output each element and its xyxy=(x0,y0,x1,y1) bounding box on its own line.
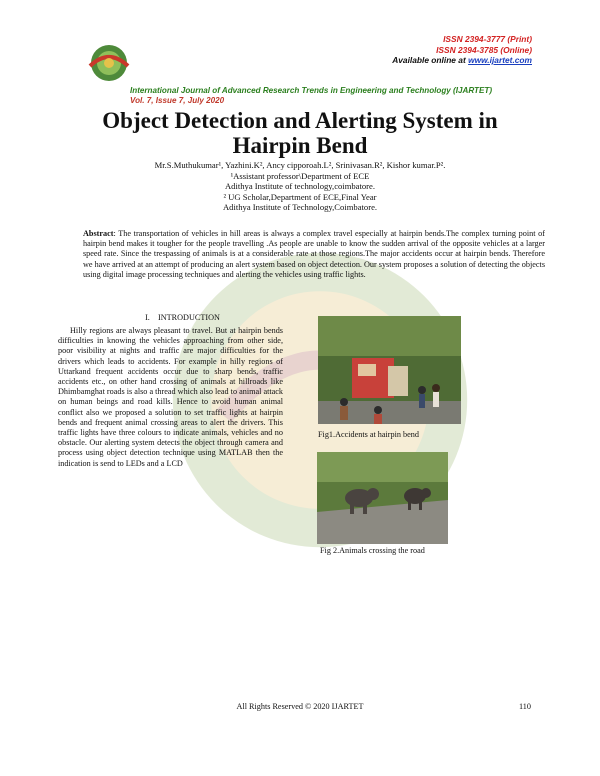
affiliation-1-role: ¹Assistant professor\Department of ECE xyxy=(230,170,370,181)
journal-url-link[interactable]: www.ijartet.com xyxy=(468,55,532,65)
issn-online: ISSN 2394-3785 (Online) xyxy=(436,44,532,55)
footer-copyright: All Rights Reserved © 2020 IJARTET xyxy=(236,702,364,711)
available-online xyxy=(392,55,532,66)
section-title: INTRODUCTION xyxy=(158,313,220,322)
figure-1-accident-photo xyxy=(318,316,461,424)
author-names: Mr.S.Muthukumar¹, Yazhini.K², Ancy cipporoah.L², Srinivasan.R², Kishor kumar.P². xyxy=(154,160,446,170)
journal-logo-icon xyxy=(86,40,132,86)
author-block xyxy=(60,160,540,213)
issn-block xyxy=(392,34,532,66)
section-number: I. xyxy=(145,313,150,322)
available-prefix: Available online at xyxy=(392,55,469,65)
abstract-text: : The transportation of vehicles in hill areas is always a complex travel especially at hairpin bends.The complex turning point of hairpin bend makes it tougher for the people travelling .As people are unable to know the sudden arrival of the opposite vehicles at a larger speed rate. Since the trespassing of animals is at a considerable rate at those regions.The major accidents occur at hairpin bends. Therefore we have arrived at an attempt of producing an alert system based on object detection. Our system proposes a solution of detecting the objects using digital image processing techniques and alerting the vehicles using traffic lights. xyxy=(83,229,546,279)
journal-name: International Journal of Advanced Research Trends in Engineering and Technology (IJARTET) xyxy=(130,86,493,95)
figure-2-caption: Fig 2.Animals crossing the road xyxy=(320,546,425,555)
issn-print: ISSN 2394-3777 (Print) xyxy=(443,34,532,44)
section-heading-introduction xyxy=(85,313,280,322)
volume-issue: Vol. 7, Issue 7, July 2020 xyxy=(130,96,225,105)
abstract-label: Abstract xyxy=(83,229,114,238)
affiliation-1-institute: Adithya Institute of technology,coimbatore. xyxy=(224,181,376,191)
figure-2-elephants-photo xyxy=(317,452,448,544)
title-line-2: Hairpin Bend xyxy=(232,133,368,158)
introduction-body: Hilly regions are always pleasant to travel. But at hairpin bends difficulties in knowing the vehicles approaching from other side, poor visibility at nights and traffic are major difficulties for the drivers which leads to accidents. For example in hilly regions of Uttarkand frequent accidents occur due to sharp bends, traffic accidents etc., on other hand crossing of animals at hillroads like Dhimbamghat roads is also a thread which also lead to animal attack on human beings and road kills. Hence to avoid human animal conflict also we proposed a solution to set traffic lights at hairpin bends and frequent animal crossing areas to alert the drivers. This traffic lights have three colours to indicate animals, vehicles and no obstacle. Our alerting system detects the object through camera and process using object detection technique using MATLAB then the indication is send to LEDs and a LCD xyxy=(58,326,283,468)
figure-1-caption: Fig1.Accidents at hairpin bend xyxy=(318,430,419,439)
abstract xyxy=(83,229,545,280)
affiliation-2-institute: Adithya Institute of Technology,Coimbatore. xyxy=(222,202,378,212)
paper-title xyxy=(60,108,540,158)
affiliation-2-role: ² UG Scholar,Department of ECE,Final Year xyxy=(223,191,377,202)
page-number: 110 xyxy=(519,702,531,711)
title-line-1: Object Detection and Alerting System in xyxy=(102,108,498,133)
journal-header xyxy=(130,86,492,106)
